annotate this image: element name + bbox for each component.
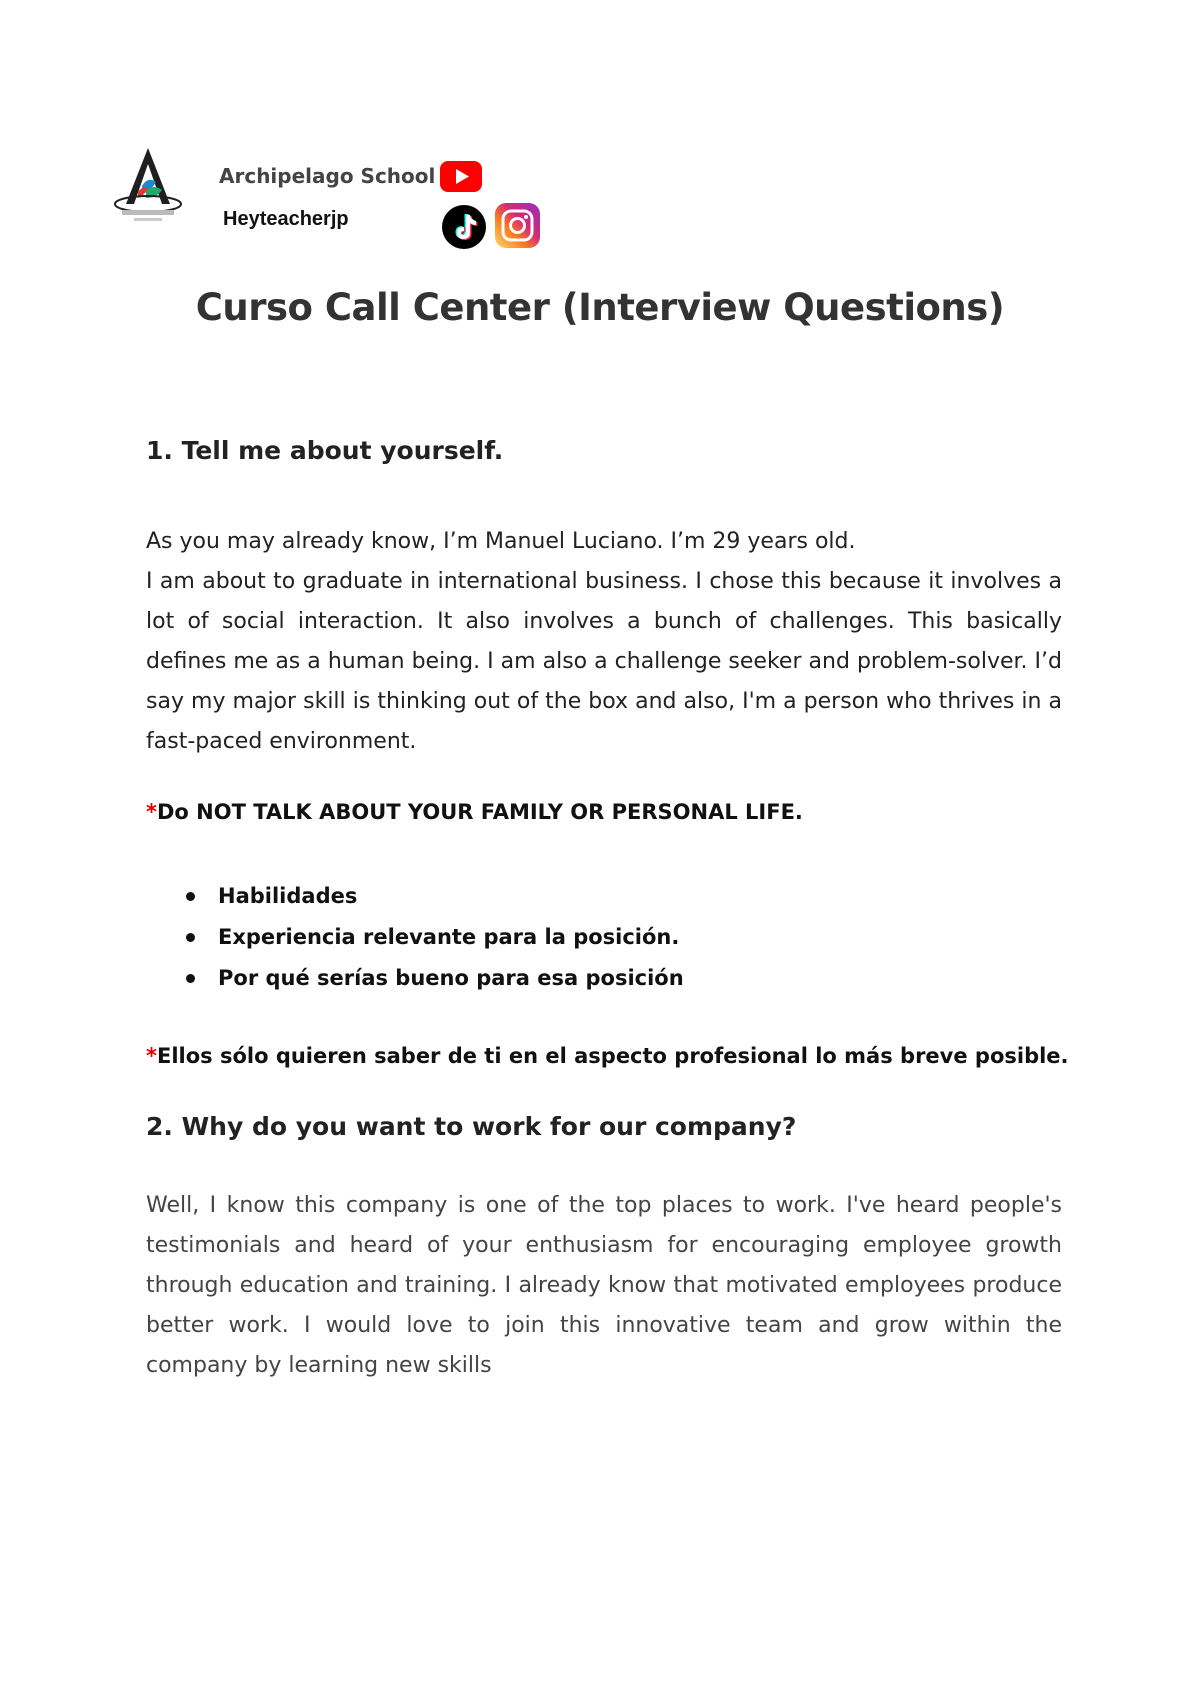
asterisk: *: [146, 800, 157, 824]
list-item: Habilidades: [180, 876, 684, 917]
asterisk: *: [146, 1044, 157, 1068]
tiktok-icon[interactable]: [442, 205, 486, 249]
youtube-icon[interactable]: [440, 161, 482, 192]
social-handle: Heyteacherjp: [223, 208, 349, 230]
bullet-icon: [186, 933, 195, 942]
section-1-answer: [146, 522, 1062, 762]
note-text: Ellos sólo quieren saber de ti en el aspecto profesional lo más breve posible.: [156, 1044, 1069, 1068]
answer-line-1: As you may already know, I’m Manuel Luciano. I’m 29 years old.: [146, 529, 856, 554]
note-family: [146, 800, 803, 824]
bullet-icon: [186, 974, 195, 983]
list-item: Experiencia relevante para la posición.: [180, 917, 684, 958]
list-item: Por qué serías bueno para esa posición: [180, 958, 684, 999]
bullet-list: [180, 876, 684, 999]
section-2-heading: 2. Why do you want to work for our company?: [146, 1112, 797, 1141]
note-text: Do NOT TALK ABOUT YOUR FAMILY OR PERSONAL LIFE.: [156, 800, 803, 824]
section-1-heading: 1. Tell me about yourself.: [146, 436, 504, 465]
instagram-icon[interactable]: [495, 203, 540, 248]
bullet-icon: [186, 892, 195, 901]
brand-name: Archipelago School: [219, 164, 436, 188]
logo-icon: [112, 146, 184, 228]
page-title: Curso Call Center (Interview Questions): [195, 286, 1005, 329]
answer-body: I am about to graduate in international business. I chose this because it involves a lot of social interaction. It also involves a bunch of challenges. This basically defines me as a human being. I am also a challenge seeker and problem-solver. I’d say my major skill is thinking out of the box and also, I'm a person who thrives in a fast-paced environment.: [146, 569, 1062, 754]
section-2-answer: Well, I know this company is one of the top places to work. I've heard people's testimonials and heard of your enthusiasm for encouraging employee growth through education and training. I already know that motivated employees produce better work. I would love to join this innovative team and grow within the company by learning new skills: [146, 1193, 1062, 1378]
note-professional: [146, 1044, 1069, 1068]
